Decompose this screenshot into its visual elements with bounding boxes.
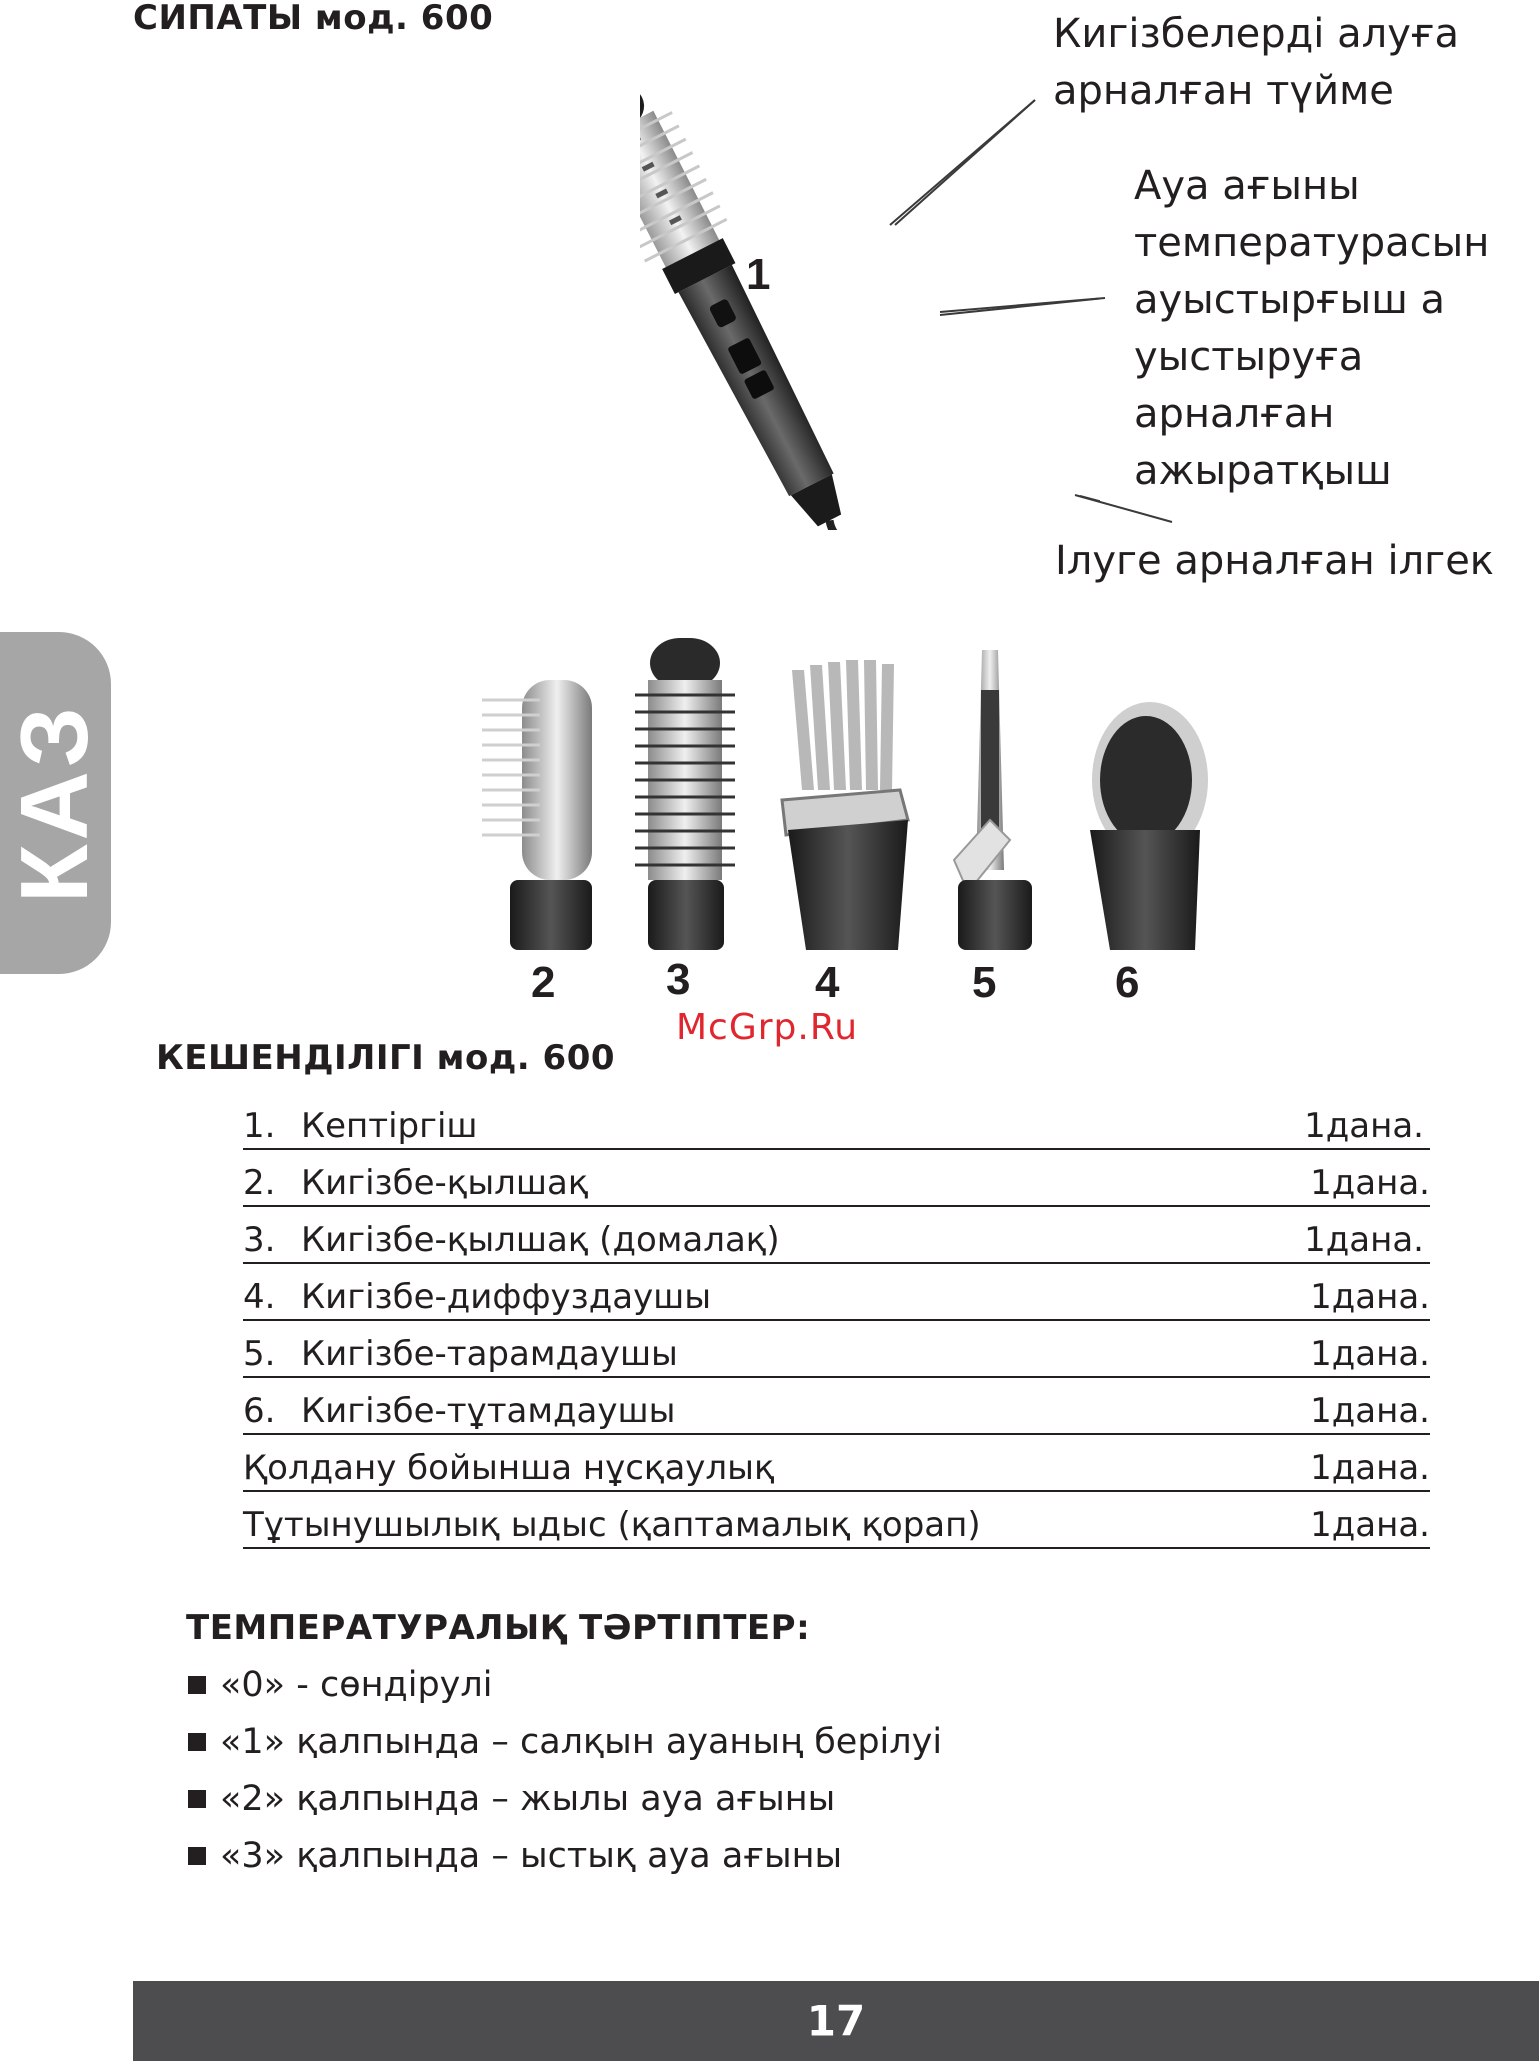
- callout-switch-line: уыстыруға арналған: [1134, 334, 1364, 437]
- temperature-title: ТЕМПЕРАТУРАЛЫҚ ТӘРТІПТЕР:: [186, 1608, 811, 1648]
- callout-switch-line: ауыстырғыш а: [1134, 277, 1446, 323]
- language-tab-label: КАЗ: [1, 702, 108, 904]
- callout-release-button-line: Кигізбелерді алуға: [1053, 11, 1459, 57]
- package-item-name: Кигізбе-тұтамдаушы: [301, 1391, 676, 1431]
- temperature-mode: [188, 1722, 942, 1762]
- callout-switch-line: температурасын: [1134, 220, 1490, 266]
- package-item-name: Кигізбе-тарамдаушы: [301, 1334, 678, 1374]
- package-item: [243, 1491, 1430, 1549]
- package-item-qty: 1дана.: [1310, 1334, 1430, 1374]
- callout-temperature-switch: [1134, 158, 1539, 500]
- bullet-icon: [188, 1847, 206, 1865]
- package-item-name: Кигізбе-диффуздаушы: [301, 1277, 712, 1317]
- attachment-flat-brush: [482, 680, 592, 950]
- bullet-icon: [188, 1676, 206, 1694]
- specs-title: СИПАТЫ мод. 600: [133, 0, 494, 38]
- package-item-name: Қолдану бойынша нұсқаулық: [243, 1448, 775, 1488]
- package-item-number: 6.: [243, 1391, 276, 1431]
- page-footer: [133, 1981, 1539, 2061]
- attachment-curling-tong: [954, 650, 1032, 950]
- device-number-1: 1: [746, 250, 771, 299]
- package-item: [243, 1092, 1430, 1150]
- attachments-illustration: [470, 630, 1210, 960]
- temperature-mode-text: «3» қалпында – ыстық ауа ағыны: [220, 1836, 843, 1876]
- attachment-diffuser: [782, 660, 908, 950]
- temperature-mode: [188, 1779, 835, 1819]
- callout-switch-line: Ауа ағыны: [1134, 163, 1360, 209]
- attachment-number-2: 2: [531, 958, 556, 1007]
- page-number: 17: [806, 1996, 866, 2046]
- callout-release-button-line: арналған түйме: [1053, 68, 1394, 114]
- package-item: [243, 1377, 1430, 1435]
- package-item: [243, 1263, 1430, 1321]
- temperature-mode-text: «0» - сөндірулі: [220, 1665, 493, 1705]
- watermark: McGrp.Ru: [676, 1007, 859, 1048]
- attachment-number-4: 4: [815, 958, 840, 1007]
- attachment-volumizer: [1090, 702, 1208, 950]
- package-item: [243, 1434, 1430, 1492]
- attachment-number-6: 6: [1115, 958, 1140, 1007]
- package-item-qty: 1дана.: [1310, 1277, 1430, 1317]
- package-item-number: 2.: [243, 1163, 276, 1203]
- package-item-name: Кигізбе-қылшақ: [301, 1163, 589, 1203]
- callout-hanging-hook: Ілуге арналған ілгек: [1055, 538, 1494, 584]
- temperature-mode: [188, 1836, 842, 1876]
- package-item-qty: 1дана.: [1310, 1448, 1430, 1488]
- attachment-round-brush: [635, 638, 735, 950]
- callout-switch-line: ажыратқыш: [1134, 448, 1392, 494]
- package-item-number: 5.: [243, 1334, 276, 1374]
- attachment-number-3: 3: [666, 955, 691, 1004]
- package-item-qty: 1дана.: [1304, 1106, 1424, 1146]
- package-item-qty: 1дана.: [1304, 1220, 1424, 1260]
- package-item: [243, 1206, 1430, 1264]
- package-item: [243, 1320, 1430, 1378]
- attachment-number-5: 5: [972, 958, 997, 1007]
- package-item-qty: 1дана.: [1310, 1391, 1430, 1431]
- callout-release-button: [1053, 6, 1459, 120]
- temperature-mode-text: «2» қалпында – жылы ауа ағыны: [220, 1779, 836, 1819]
- bullet-icon: [188, 1733, 206, 1751]
- temperature-mode: [188, 1665, 492, 1705]
- package-item-name: Кигізбе-қылшақ (домалақ): [301, 1220, 780, 1260]
- package-item-number: 1.: [243, 1106, 276, 1146]
- language-tab: [0, 632, 111, 974]
- package-item-number: 3.: [243, 1220, 276, 1260]
- bullet-icon: [188, 1790, 206, 1808]
- package-item: [243, 1149, 1430, 1207]
- package-item-number: 4.: [243, 1277, 276, 1317]
- package-item-name: Тұтынушылық ыдыс (қаптамалық қорап): [243, 1505, 981, 1545]
- temperature-mode-text: «1» қалпында – салқын ауаның берілуі: [220, 1722, 943, 1762]
- package-title: КЕШЕНДІЛІГІ мод. 600: [156, 1038, 616, 1078]
- package-item-qty: 1дана.: [1310, 1163, 1430, 1203]
- package-item-name: Кептіргіш: [301, 1106, 478, 1146]
- package-item-qty: 1дана.: [1310, 1505, 1430, 1545]
